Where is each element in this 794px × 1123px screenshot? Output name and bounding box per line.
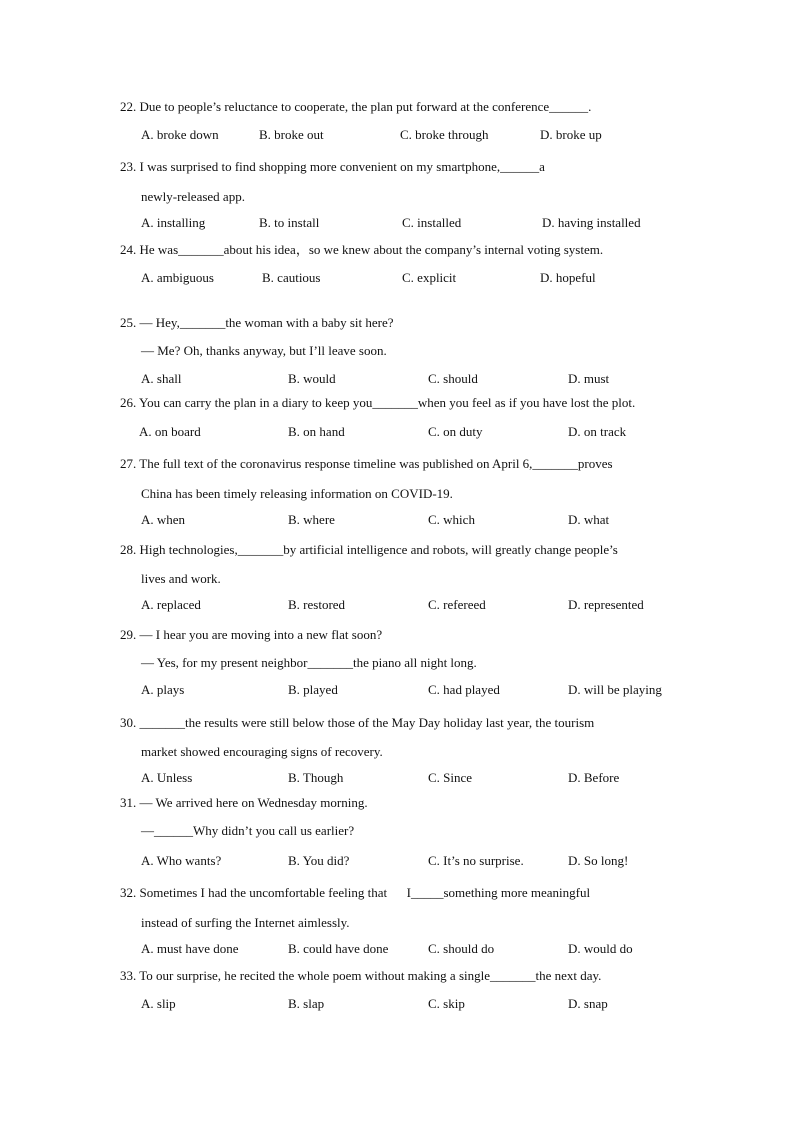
- option-c: C. refereed: [428, 597, 486, 612]
- question-stem: 30. _______the results were still below those of the May Day holiday last year, the tourism: [120, 715, 595, 730]
- option-a: A. shall: [141, 371, 182, 386]
- option-c: C. broke through: [400, 127, 489, 142]
- question-stem: 22. Due to people’s reluctance to cooperate, the plan put forward at the conference______.: [120, 99, 592, 114]
- option-c: C. skip: [428, 996, 465, 1011]
- option-d: D. hopeful: [540, 270, 596, 285]
- option-b: B. could have done: [288, 941, 389, 956]
- option-b: B. You did?: [288, 853, 350, 868]
- question-stem: 27. The full text of the coronavirus response timeline was published on April 6,_______proves: [120, 456, 613, 471]
- option-a: A. ambiguous: [141, 270, 214, 285]
- question-stem: 24. He was_______about his idea，so we knew about the company’s internal voting system.: [120, 242, 604, 257]
- question-stem: 26. You can carry the plan in a diary to keep you_______when you feel as if you have lost the plot.: [120, 395, 636, 410]
- option-c: C. on duty: [428, 424, 483, 439]
- option-d: D. what: [568, 512, 610, 527]
- option-b: B. cautious: [262, 270, 321, 285]
- option-b: B. where: [288, 512, 335, 527]
- option-c: C. should: [428, 371, 478, 386]
- option-d: D. must: [568, 371, 610, 386]
- option-d: D. having installed: [542, 215, 641, 230]
- option-c: C. Since: [428, 770, 473, 785]
- option-d: D. will be playing: [568, 682, 662, 697]
- option-c: C. had played: [428, 682, 500, 697]
- option-d: D. would do: [568, 941, 633, 956]
- option-a: A. plays: [141, 682, 185, 697]
- question-stem: 29. — I hear you are moving into a new flat soon?: [120, 627, 383, 642]
- option-b: B. broke out: [259, 127, 324, 142]
- question-stem: 33. To our surprise, he recited the whole poem without making a single_______the next day.: [120, 968, 602, 983]
- option-c: C. installed: [402, 215, 462, 230]
- option-a: A. must have done: [141, 941, 239, 956]
- option-b: B. slap: [288, 996, 325, 1011]
- question-stem: 23. I was surprised to find shopping more convenient on my smartphone,______a: [120, 159, 545, 174]
- option-a: A. when: [141, 512, 186, 527]
- option-a: A. on board: [139, 424, 201, 439]
- question-stem-continued: lives and work.: [141, 571, 221, 586]
- option-c: C. which: [428, 512, 475, 527]
- option-d: D. snap: [568, 996, 608, 1011]
- option-d: D. Before: [568, 770, 620, 785]
- option-d: D. represented: [568, 597, 644, 612]
- option-b: B. Though: [288, 770, 344, 785]
- option-a: A. Who wants?: [141, 853, 222, 868]
- option-b: B. restored: [288, 597, 346, 612]
- option-d: D. So long!: [568, 853, 629, 868]
- question-stem-continued: newly-released app.: [141, 189, 245, 204]
- option-c: C. It’s no surprise.: [428, 853, 524, 868]
- option-c: C. should do: [428, 941, 495, 956]
- option-d: D. on track: [568, 424, 627, 439]
- option-b: B. to install: [259, 215, 320, 230]
- question-stem-continued: —______Why didn’t you call us earlier?: [141, 823, 355, 838]
- option-c: C. explicit: [402, 270, 457, 285]
- option-b: B. would: [288, 371, 336, 386]
- question-stem: 28. High technologies,_______by artificial intelligence and robots, will greatly change people’s: [120, 542, 618, 557]
- question-stem: 25. — Hey,_______the woman with a baby sit here?: [120, 315, 394, 330]
- option-a: A. slip: [141, 996, 176, 1011]
- option-a: A. Unless: [141, 770, 193, 785]
- option-a: A. replaced: [141, 597, 201, 612]
- question-stem: 32. Sometimes I had the uncomfortable feeling that I_____something more meaningful: [120, 885, 591, 900]
- question-stem-continued: — Yes, for my present neighbor_______the piano all night long.: [141, 655, 477, 670]
- question-stem-continued: — Me? Oh, thanks anyway, but I’ll leave soon.: [141, 343, 387, 358]
- question-stem-continued: China has been timely releasing information on COVID-19.: [141, 486, 453, 501]
- option-a: A. installing: [141, 215, 206, 230]
- question-stem-continued: instead of surfing the Internet aimlessly.: [141, 915, 350, 930]
- question-stem: 31. — We arrived here on Wednesday morning.: [120, 795, 368, 810]
- option-a: A. broke down: [141, 127, 219, 142]
- option-b: B. on hand: [288, 424, 345, 439]
- option-d: D. broke up: [540, 127, 602, 142]
- question-stem-continued: market showed encouraging signs of recovery.: [141, 744, 383, 759]
- option-b: B. played: [288, 682, 338, 697]
